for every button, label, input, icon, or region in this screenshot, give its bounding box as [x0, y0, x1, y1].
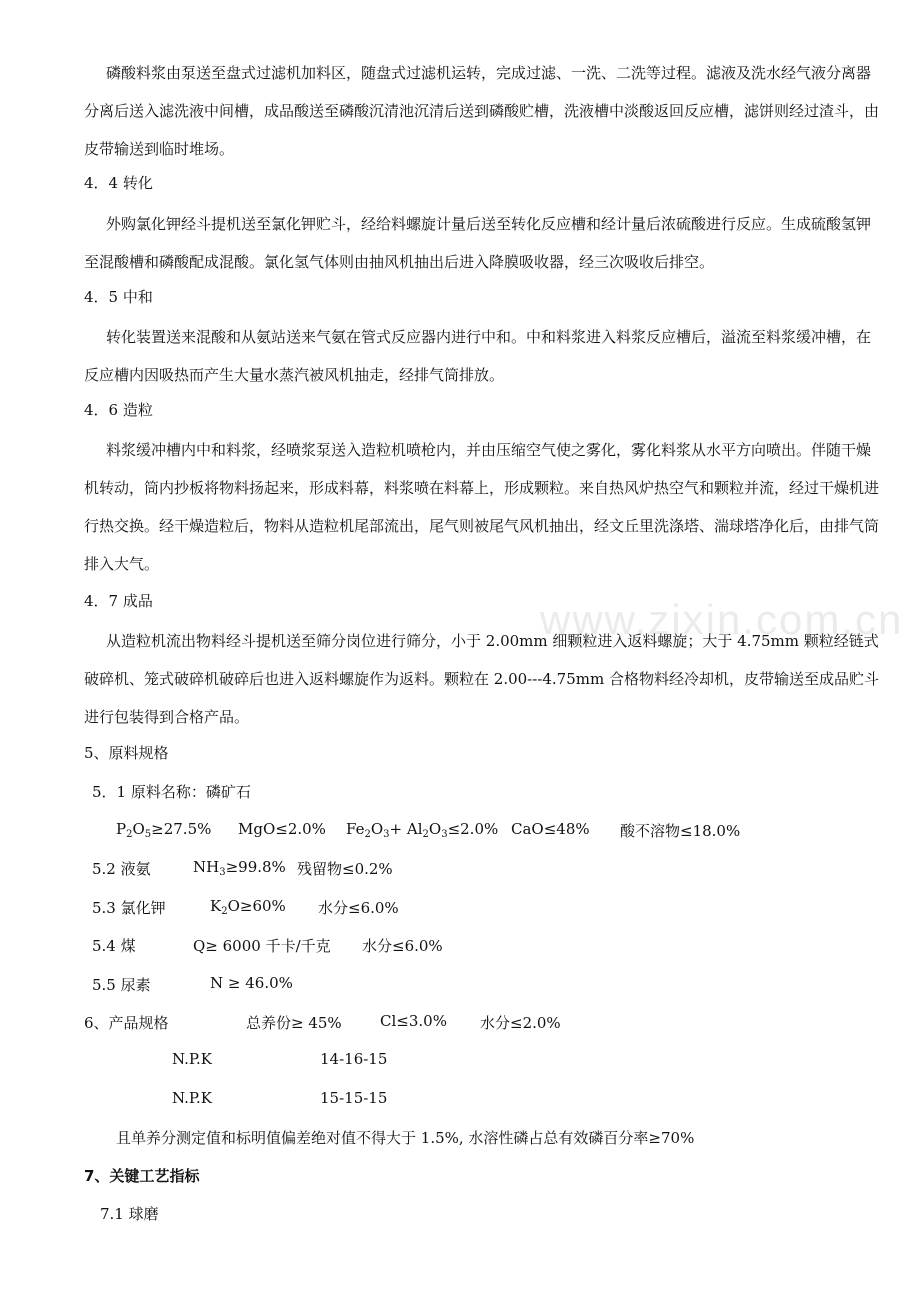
paragraph-filtration: 磷酸料浆由泵送至盘式过滤机加料区，随盘式过滤机运转，完成过滤、一洗、二洗等过程。滤液及洗水经气液分离器分离后送入滤洗液中间槽，成品酸送至磷酸沉清池沉清后送到磷酸贮槽，洗液槽中淡酸返回反应槽，滤饼则经过渣斗，由皮带输送到临时堆场。 [84, 64, 880, 158]
acid-insoluble-spec: 酸不溶物≤18.0% [620, 822, 741, 840]
kcl-label: 5.3 氯化钾 [92, 899, 166, 917]
mgo-spec: MgO≤2.0% [238, 820, 326, 838]
calorific-spec: Q≥ 6000 千卡/千克 [193, 937, 331, 955]
product-water-spec: 水分≤2.0% [480, 1014, 561, 1032]
heading-5-1: 5．1 原料名称：磷矿石 [92, 783, 251, 801]
npk-label: N.P.K [172, 1050, 212, 1068]
total-nutrient-spec: 总养份≥ 45% [246, 1014, 342, 1032]
heading-4-5: 4．5 中和 [84, 288, 153, 306]
heading-4-7: 4．7 成品 [84, 592, 153, 610]
ammonia-label: 5.2 液氨 [92, 860, 151, 878]
paragraph-finished-product: 从造粒机流出物料经斗提机送至筛分岗位进行筛分，小于 2.00mm 细颗粒进入返料螺旋；大于 4.75mm 颗粒经链式破碎机、笼式破碎机破碎后也进入返料螺旋作为返料。颗粒在 2.00---4.75mm 合格物料经冷却机，皮带输送至成品贮斗进行包装得到合格产品。 [84, 632, 879, 726]
coal-label: 5.4 煤 [92, 937, 136, 955]
nh3-spec: $NH_3\ge 99.8\%$ [193, 858, 286, 878]
heading-7-1: 7.1 球磨 [100, 1205, 159, 1223]
npk-label: N.P.K [172, 1089, 212, 1107]
heading-4-6: 4．6 造粒 [84, 401, 153, 419]
section-5-title: 5、原料规格 [84, 744, 169, 762]
coal-water-spec: 水分≤6.0% [362, 937, 443, 955]
p2o5-spec: $P_2O_5\ge 27.5\%$ [116, 820, 212, 840]
k2o-spec: $K_2O\ge 60\%$ [210, 897, 286, 917]
kcl-water-spec: 水分≤6.0% [318, 899, 399, 917]
heading-4-4: 4．4 转化 [84, 174, 153, 192]
chloride-spec: Cl≤3.0% [380, 1012, 447, 1030]
product-note: 且单养分测定值和标明值偏差绝对值不得大于 1.5%, 水溶性磷占总有效磷百分率≥70% [116, 1129, 695, 1147]
nitrogen-spec: N ≥ 46.0% [210, 974, 293, 992]
npk-value: 15-15-15 [320, 1089, 388, 1107]
cao-spec: CaO≤48% [511, 820, 590, 838]
fe2o3-al2o3-spec: $Fe_2O_3+ Al_2O_3\le 2.0\%$ [346, 820, 499, 840]
npk-value: 14-16-15 [320, 1050, 388, 1068]
paragraph-neutralization: 转化装置送来混酸和从氨站送来气氨在管式反应器内进行中和。中和料浆进入料浆反应槽后，溢流至料浆缓冲槽，在反应槽内因吸热而产生大量水蒸汽被风机抽走，经排气筒排放。 [84, 328, 872, 384]
paragraph-granulation: 料浆缓冲槽内中和料浆，经喷浆泵送入造粒机喷枪内，并由压缩空气使之雾化，雾化料浆从水平方向喷出。伴随干燥机转动，筒内抄板将物料扬起来，形成料幕，料浆喷在料幕上，形成颗粒。来自热风炉热空气和颗粒并流，经过干燥机进行热交换。经干燥造粒后，物料从造粒机尾部流出，尾气则被尾气风机抽出，经文丘里洗涤塔、湍球塔净化后，由排气筒排入大气。 [84, 441, 880, 573]
urea-label: 5.5 尿素 [92, 976, 151, 994]
section-7-title: 7、关键工艺指标 [84, 1167, 200, 1185]
paragraph-conversion: 外购氯化钾经斗提机送至氯化钾贮斗，经给料螺旋计量后送至转化反应槽和经计量后浓硫酸进行反应。生成硫酸氢钾至混酸槽和磷酸配成混酸。氯化氢气体则由抽风机抽出后进入降膜吸收器，经三次吸收后排空。 [84, 215, 872, 271]
watermark: www.zixin.com.cn [540, 596, 904, 643]
residue-spec: 残留物≤0.2% [297, 860, 393, 878]
section-6-title: 6、产品规格 [84, 1014, 169, 1032]
